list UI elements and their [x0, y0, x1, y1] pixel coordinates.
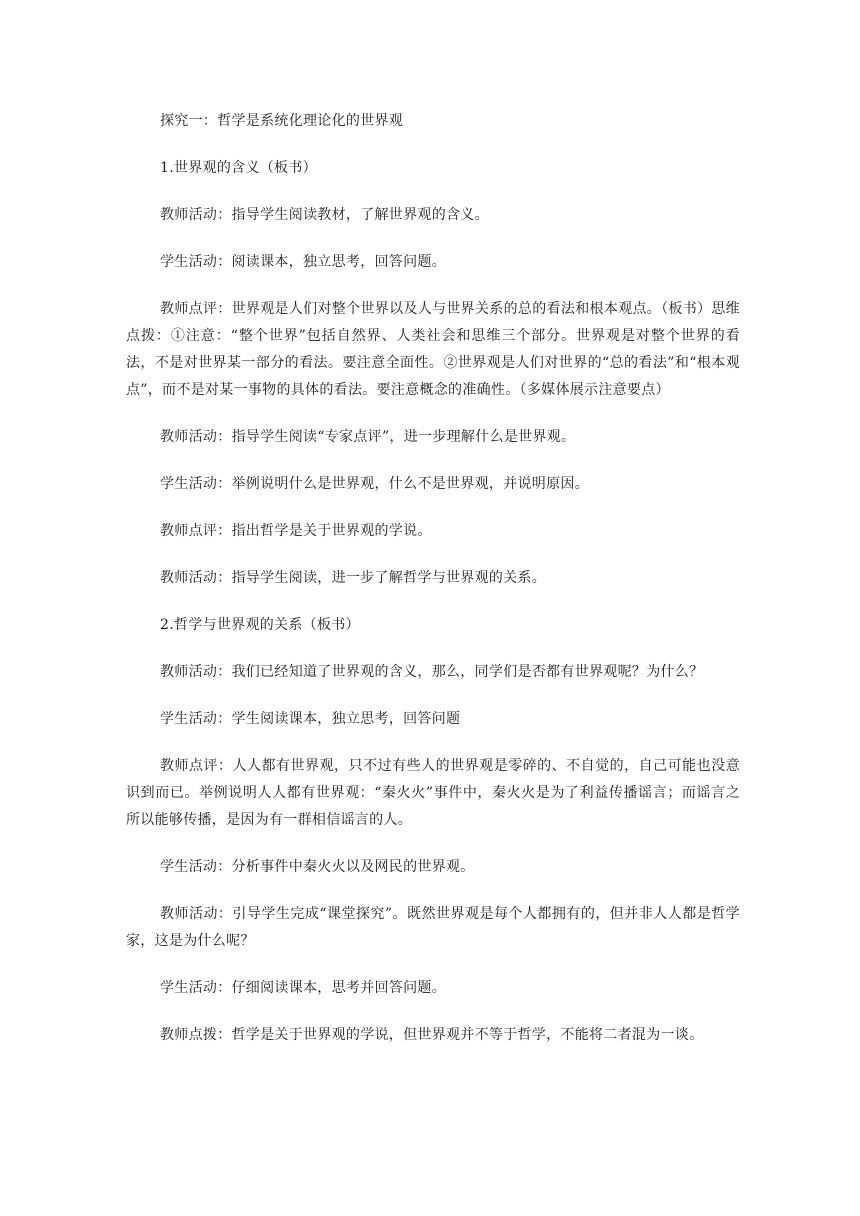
paragraph: 学生活动：举例说明什么是世界观，什么不是世界观，并说明原因。	[160, 476, 589, 492]
document-body	[126, 108, 740, 1069]
paragraph: 教师点拨：哲学是关于世界观的学说，但世界观并不等于哲学，不能将二者混为一谈。	[160, 1027, 704, 1043]
paragraph: 教师点评：世界观是人们对整个世界以及人与世界关系的总的看法和根本观点。（板书）思维点拨：①注意：“整个世界”包括自然界、人类社会和思维三个部分。世界观是对整个世界的看法，不是对世界某一部分的看法。要注意全面性。②世界观是人们对世界的“总的看法”和“根本观点”，而不是对某一事物的具体的看法。要注意概念的准确性。（多媒体展示注意要点）	[126, 301, 740, 398]
paragraph: 教师点评：指出哲学是关于世界观的学说。	[160, 523, 432, 539]
paragraph: 教师活动：我们已经知道了世界观的含义，那么，同学们是否都有世界观呢？为什么？	[160, 664, 704, 680]
section-heading: 探究一：哲学是系统化理论化的世界观	[160, 113, 404, 129]
paragraph: 教师活动：指导学生阅读“专家点评”，进一步理解什么是世界观。	[160, 429, 576, 445]
paragraph: 教师点评：人人都有世界观，只不过有些人的世界观是零碎的、不自觉的，自己可能也没意识到而已。举例说明人人都有世界观：“秦火火”事件中，秦火火是为了利益传播谣言；而谣言之所以能够传播，是因为有一群相信谣言的人。	[126, 758, 740, 828]
paragraph: 学生活动：阅读课本，独立思考，回答问题。	[160, 254, 446, 270]
paragraph: 学生活动：分析事件中秦火火以及网民的世界观。	[160, 859, 475, 875]
paragraph: 学生活动：仔细阅读课本，思考并回答问题。	[160, 980, 446, 996]
paragraph: 教师活动：指导学生阅读，进一步了解哲学与世界观的关系。	[160, 570, 547, 586]
subsection-heading: 1.世界观的含义（板书）	[160, 160, 317, 176]
paragraph: 教师活动：指导学生阅读教材，了解世界观的含义。	[160, 207, 489, 223]
paragraph: 教师活动：引导学生完成“课堂探究”。既然世界观是每个人都拥有的，但并非人人都是哲学家，这是为什么呢？	[126, 906, 740, 949]
subsection-heading: 2.哲学与世界观的关系（板书）	[160, 617, 360, 633]
paragraph: 学生活动：学生阅读课本，独立思考，回答问题	[160, 711, 461, 727]
